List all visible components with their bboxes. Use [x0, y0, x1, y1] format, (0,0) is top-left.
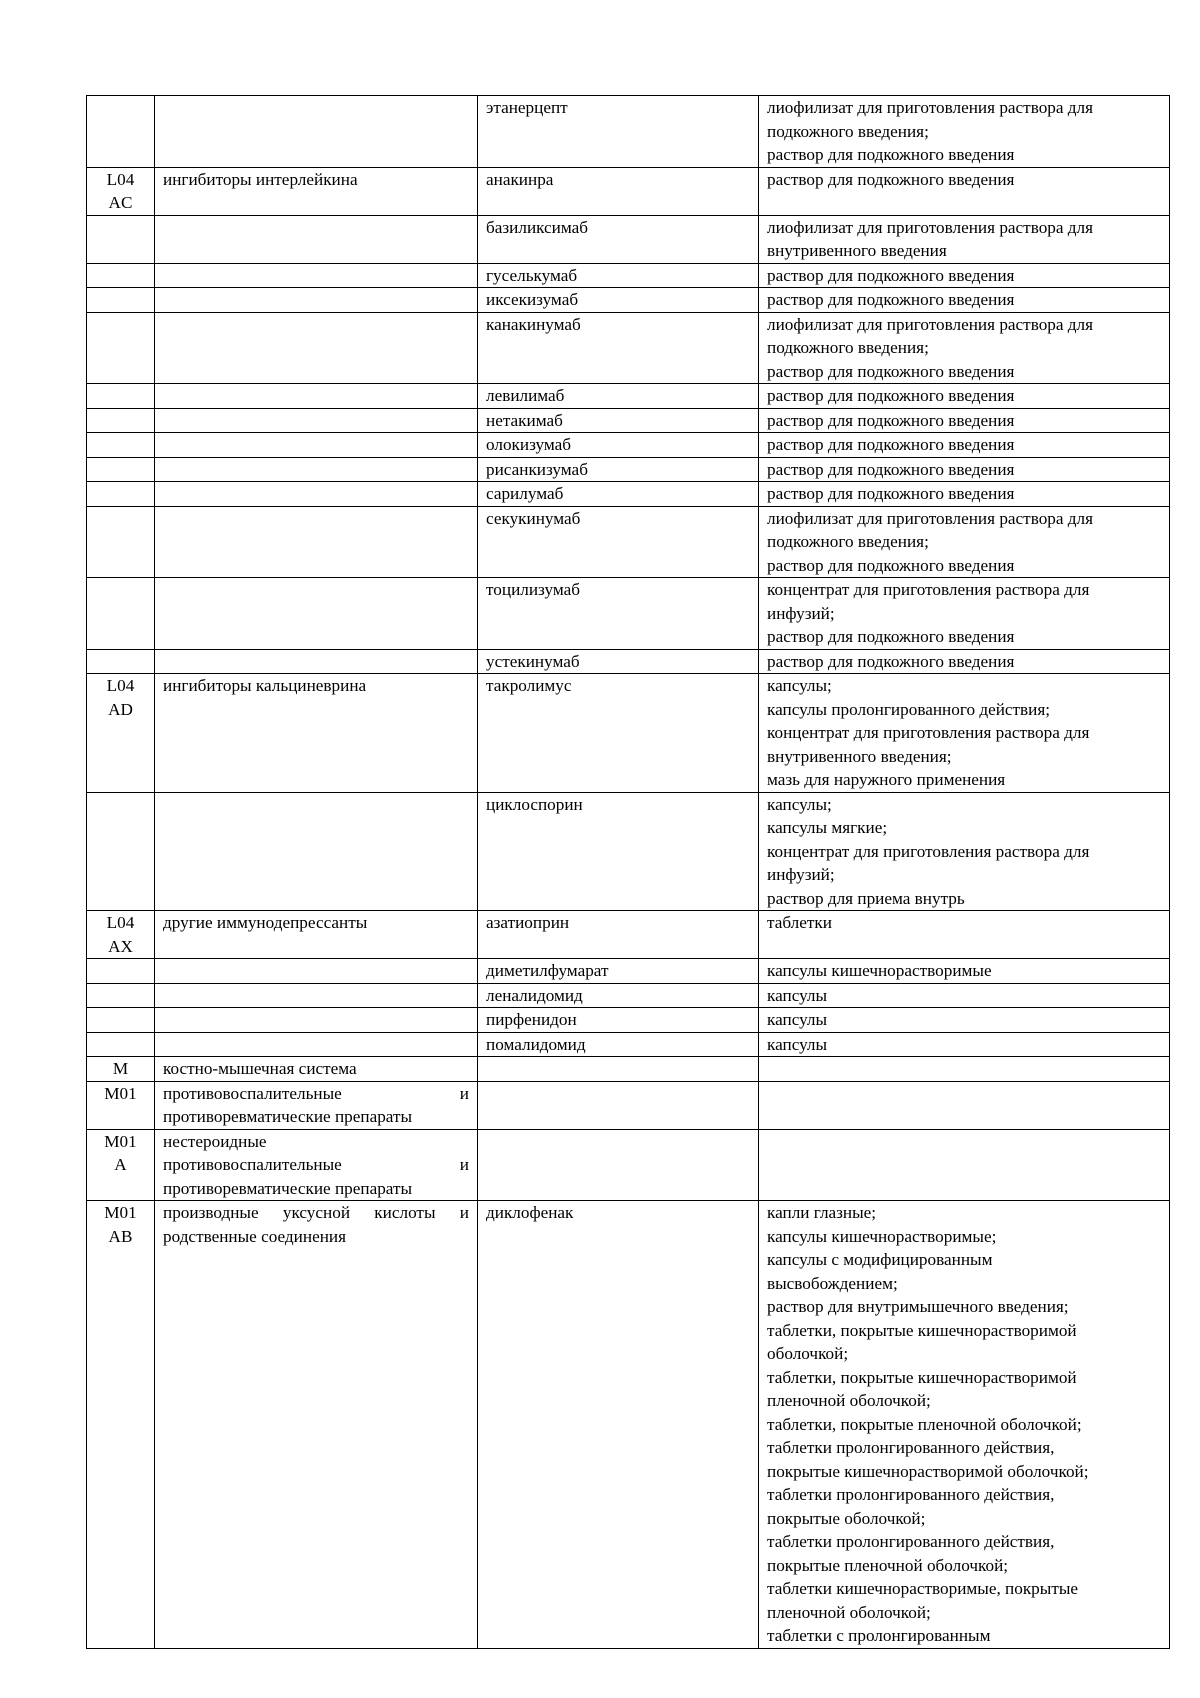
atc-code-cell — [87, 649, 155, 674]
drug-name-cell — [478, 457, 759, 482]
atc-code-line: AB — [108, 1226, 133, 1246]
table-row — [87, 1032, 1170, 1057]
dosage-form-line: капсулы мягкие; — [767, 818, 888, 837]
dosage-form-line: таблетки, покрытые кишечнорастворимой — [767, 1367, 1077, 1387]
table-row — [87, 482, 1170, 507]
group-name-cell — [155, 482, 478, 507]
atc-code-cell — [87, 792, 155, 911]
atc-code-cell — [87, 167, 155, 215]
drug-name: секукинумаб — [486, 508, 581, 528]
dosage-forms-cell — [759, 674, 1170, 793]
group-name-cell — [155, 578, 478, 650]
atc-code-cell — [87, 1057, 155, 1082]
dosage-form-line: таблетки — [767, 913, 832, 932]
drug-name: нетакимаб — [486, 410, 563, 430]
dosage-forms-cell — [759, 384, 1170, 409]
table-row — [87, 959, 1170, 984]
dosage-form-line: капсулы пролонгированного действия; — [767, 699, 1051, 719]
dosage-form-line: капсулы — [767, 1034, 828, 1054]
dosage-form-line: раствор для подкожного введения — [767, 627, 1015, 646]
dosage-forms-cell — [759, 215, 1170, 263]
atc-code-cell — [87, 263, 155, 288]
dosage-form-line: капсулы; — [767, 794, 832, 814]
dosage-form-line: капсулы кишечнорастворимые; — [767, 1226, 997, 1246]
atc-code-line: AC — [108, 193, 133, 212]
group-name-cell — [155, 167, 478, 215]
drug-name-cell — [478, 911, 759, 959]
table-row — [87, 506, 1170, 578]
group-name-line: противоревматические препараты — [163, 1178, 413, 1198]
atc-code-cell — [87, 288, 155, 313]
atc-code-cell — [87, 674, 155, 793]
dosage-form-line: капсулы; — [767, 676, 832, 695]
dosage-form-line: подкожного введения; — [767, 121, 929, 141]
group-name-cell — [155, 674, 478, 793]
dosage-form-line: таблетки кишечнорастворимые, покрытые — [767, 1579, 1079, 1598]
group-name-cell — [155, 215, 478, 263]
dosage-form-line: покрытые пленочной оболочкой; — [767, 1555, 1009, 1575]
drug-name-cell — [478, 408, 759, 433]
table-row — [87, 1057, 1170, 1082]
atc-code-line: AD — [108, 699, 133, 719]
dosage-form-line: раствор для подкожного введения — [767, 290, 1015, 309]
group-name-cell — [155, 911, 478, 959]
atc-code-cell — [87, 408, 155, 433]
drug-name: анакинра — [486, 169, 554, 189]
dosage-forms-cell — [759, 649, 1170, 674]
dosage-form-line: инфузий; — [767, 865, 835, 884]
atc-code-cell — [87, 959, 155, 984]
dosage-form-line: раствор для подкожного введения — [767, 410, 1015, 430]
dosage-form-line: мазь для наружного применения — [767, 770, 1006, 789]
drug-name-cell — [478, 167, 759, 215]
dosage-forms-cell — [759, 959, 1170, 984]
atc-code-line: L04 — [106, 913, 135, 932]
drug-name: рисанкизумаб — [486, 459, 588, 479]
drug-name-cell — [478, 96, 759, 168]
table-body — [87, 96, 1170, 1649]
group-name-line: противовоспалительные и — [163, 1083, 469, 1103]
dosage-form-line: раствор для подкожного введения — [767, 459, 1015, 479]
group-name-line: противовоспалительные и — [163, 1155, 469, 1174]
group-name-cell — [155, 1129, 478, 1201]
dosage-form-line: подкожного введения; — [767, 532, 929, 551]
atc-code-line: AX — [108, 936, 133, 956]
atc-code-line: L04 — [106, 169, 135, 189]
atc-code-line: M01 — [104, 1131, 137, 1151]
atc-code-cell — [87, 215, 155, 263]
atc-code-cell — [87, 433, 155, 458]
dosage-forms-cell — [759, 408, 1170, 433]
dosage-form-line: таблетки, покрытые пленочной оболочкой; — [767, 1414, 1082, 1434]
drug-name-cell — [478, 959, 759, 984]
dosage-form-line: лиофилизат для приготовления раствора для — [767, 508, 1094, 528]
dosage-form-line: раствор для приема внутрь — [767, 888, 965, 908]
atc-code-line: A — [114, 1155, 127, 1174]
atc-code-cell — [87, 578, 155, 650]
drug-name-cell — [478, 1201, 759, 1649]
group-name-cell — [155, 408, 478, 433]
dosage-form-line: оболочкой; — [767, 1344, 849, 1363]
table-row — [87, 408, 1170, 433]
group-name-line: нестероидные — [163, 1131, 267, 1151]
atc-code-cell — [87, 506, 155, 578]
drug-name-cell — [478, 983, 759, 1008]
atc-code-line: M01 — [104, 1203, 137, 1222]
table-row — [87, 263, 1170, 288]
table-row — [87, 215, 1170, 263]
group-name-cell — [155, 288, 478, 313]
group-name-cell — [155, 384, 478, 409]
dosage-form-line: капсулы — [767, 1010, 828, 1029]
drug-name: тоцилизумаб — [486, 580, 580, 599]
table-row — [87, 167, 1170, 215]
table-row — [87, 1081, 1170, 1129]
dosage-form-line: капсулы с модифицированным — [767, 1250, 993, 1269]
table-row — [87, 649, 1170, 674]
dosage-forms-cell — [759, 578, 1170, 650]
drug-name: этанерцепт — [486, 98, 568, 117]
dosage-form-line: пленочной оболочкой; — [767, 1391, 931, 1410]
dosage-form-line: концентрат для приготовления раствора для — [767, 841, 1090, 861]
dosage-form-line: капли глазные; — [767, 1203, 877, 1222]
dosage-forms-cell — [759, 482, 1170, 507]
dosage-form-line: раствор для внутримышечного введения; — [767, 1297, 1069, 1316]
table-row — [87, 433, 1170, 458]
dosage-forms-cell — [759, 1129, 1170, 1201]
group-name-cell — [155, 983, 478, 1008]
group-name-cell — [155, 263, 478, 288]
group-name-line: родственные соединения — [163, 1226, 346, 1246]
group-name-cell — [155, 959, 478, 984]
drug-name: помалидомид — [486, 1034, 586, 1054]
dosage-form-line: высвобождением; — [767, 1273, 898, 1293]
dosage-forms-cell — [759, 506, 1170, 578]
dosage-forms-cell — [759, 1201, 1170, 1649]
atc-code-cell — [87, 911, 155, 959]
drug-name: канакинумаб — [486, 314, 581, 334]
dosage-form-line: раствор для подкожного введения — [767, 361, 1015, 381]
dosage-forms-cell — [759, 312, 1170, 384]
drug-name-cell — [478, 384, 759, 409]
dosage-form-line: покрытые оболочкой; — [767, 1508, 926, 1528]
group-name-cell — [155, 506, 478, 578]
atc-code-cell — [87, 96, 155, 168]
atc-code-cell — [87, 482, 155, 507]
drug-name: пирфенидон — [486, 1010, 577, 1029]
dosage-form-line: концентрат для приготовления раствора для — [767, 723, 1090, 742]
group-name-cell — [155, 792, 478, 911]
drug-name-cell — [478, 1129, 759, 1201]
dosage-form-line: раствор для подкожного введения — [767, 169, 1015, 189]
dosage-forms-cell — [759, 1032, 1170, 1057]
table-row — [87, 457, 1170, 482]
dosage-form-line: таблетки пролонгированного действия, — [767, 1532, 1055, 1551]
dosage-form-line: раствор для подкожного введения — [767, 145, 1015, 164]
dosage-forms-cell — [759, 792, 1170, 911]
dosage-form-line: раствор для подкожного введения — [767, 265, 1015, 285]
drug-name-cell — [478, 215, 759, 263]
atc-code-cell — [87, 384, 155, 409]
drug-name: циклоспорин — [486, 794, 583, 814]
group-name-line: противоревматические препараты — [163, 1107, 413, 1126]
dosage-form-line: лиофилизат для приготовления раствора для — [767, 217, 1094, 237]
table-row — [87, 312, 1170, 384]
drug-name: олокизумаб — [486, 435, 572, 454]
table-row — [87, 96, 1170, 168]
drug-name-cell — [478, 312, 759, 384]
atc-code-cell — [87, 1129, 155, 1201]
atc-code-cell — [87, 1201, 155, 1649]
drug-name: леналидомид — [486, 985, 583, 1005]
drug-name-cell — [478, 506, 759, 578]
table-row — [87, 578, 1170, 650]
dosage-form-line: таблетки с пролонгированным — [767, 1626, 991, 1645]
group-name-cell — [155, 649, 478, 674]
dosage-form-line: инфузий; — [767, 603, 835, 623]
atc-code-cell — [87, 312, 155, 384]
drug-name-cell — [478, 433, 759, 458]
dosage-forms-cell — [759, 433, 1170, 458]
drug-name: устекинумаб — [486, 651, 580, 671]
dosage-form-line: раствор для подкожного введения — [767, 555, 1015, 575]
atc-code-line: M — [112, 1059, 129, 1078]
group-name-cell — [155, 457, 478, 482]
dosage-form-line: покрытые кишечнорастворимой оболочкой; — [767, 1461, 1089, 1481]
group-name-line: другие иммунодепрессанты — [163, 913, 368, 932]
dosage-form-line: подкожного введения; — [767, 338, 929, 357]
atc-code-cell — [87, 1081, 155, 1129]
dosage-form-line: концентрат для приготовления раствора для — [767, 580, 1090, 599]
drug-classification-table — [86, 95, 1170, 1649]
drug-name: гуселькумаб — [486, 265, 578, 285]
dosage-forms-cell — [759, 1008, 1170, 1033]
dosage-form-line: лиофилизат для приготовления раствора для — [767, 98, 1094, 117]
group-name-cell — [155, 1032, 478, 1057]
drug-name-cell — [478, 649, 759, 674]
dosage-forms-cell — [759, 288, 1170, 313]
drug-name-cell — [478, 1008, 759, 1033]
dosage-form-line: таблетки пролонгированного действия, — [767, 1485, 1055, 1504]
dosage-forms-cell — [759, 983, 1170, 1008]
drug-name-cell — [478, 288, 759, 313]
table-row — [87, 288, 1170, 313]
table-row — [87, 674, 1170, 793]
dosage-form-line: раствор для подкожного введения — [767, 651, 1015, 671]
dosage-forms-cell — [759, 911, 1170, 959]
dosage-forms-cell — [759, 457, 1170, 482]
group-name-line: костно-мышечная система — [163, 1059, 357, 1078]
drug-name-cell — [478, 1057, 759, 1082]
drug-name: диметилфумарат — [486, 961, 609, 980]
drug-name: такролимус — [486, 676, 572, 695]
dosage-forms-cell — [759, 1057, 1170, 1082]
drug-name-cell — [478, 263, 759, 288]
dosage-forms-cell — [759, 263, 1170, 288]
group-name-cell — [155, 1081, 478, 1129]
group-name-cell — [155, 1201, 478, 1649]
group-name-cell — [155, 1008, 478, 1033]
atc-code-cell — [87, 1008, 155, 1033]
table-row — [87, 911, 1170, 959]
drug-name: сарилумаб — [486, 484, 564, 503]
atc-code-cell — [87, 457, 155, 482]
table-row — [87, 1201, 1170, 1649]
drug-name: иксекизумаб — [486, 290, 579, 309]
dosage-form-line: раствор для подкожного введения — [767, 386, 1015, 405]
group-name-cell — [155, 1057, 478, 1082]
group-name-cell — [155, 433, 478, 458]
drug-name: левилимаб — [486, 386, 565, 405]
atc-code-cell — [87, 983, 155, 1008]
drug-name-cell — [478, 578, 759, 650]
dosage-form-line: лиофилизат для приготовления раствора для — [767, 314, 1094, 334]
dosage-form-line: внутривенного введения — [767, 241, 947, 260]
drug-name-cell — [478, 482, 759, 507]
drug-name: базиликсимаб — [486, 217, 589, 237]
drug-name: диклофенак — [486, 1203, 574, 1222]
drug-name-cell — [478, 792, 759, 911]
table-row — [87, 792, 1170, 911]
table-row — [87, 384, 1170, 409]
dosage-form-line: раствор для подкожного введения — [767, 435, 1015, 454]
atc-code-cell — [87, 1032, 155, 1057]
drug-name-cell — [478, 1081, 759, 1129]
dosage-form-line: таблетки, покрытые кишечнорастворимой — [767, 1320, 1077, 1340]
dosage-forms-cell — [759, 1081, 1170, 1129]
table-row — [87, 983, 1170, 1008]
atc-code-line: M01 — [104, 1083, 137, 1103]
dosage-form-line: внутривенного введения; — [767, 746, 952, 766]
group-name-line: ингибиторы кальциневрина — [163, 676, 367, 695]
dosage-forms-cell — [759, 167, 1170, 215]
drug-name: азатиоприн — [486, 913, 570, 932]
group-name-cell — [155, 312, 478, 384]
drug-name-cell — [478, 1032, 759, 1057]
dosage-forms-cell — [759, 96, 1170, 168]
group-name-line: производные уксусной кислоты и — [163, 1203, 469, 1222]
table-row — [87, 1008, 1170, 1033]
dosage-form-line: пленочной оболочкой; — [767, 1602, 931, 1622]
group-name-cell — [155, 96, 478, 168]
atc-code-line: L04 — [106, 676, 135, 695]
drug-name-cell — [478, 674, 759, 793]
group-name-line: ингибиторы интерлейкина — [163, 169, 358, 189]
dosage-form-line: раствор для подкожного введения — [767, 484, 1015, 503]
dosage-form-line: капсулы кишечнорастворимые — [767, 961, 992, 980]
table-row — [87, 1129, 1170, 1201]
dosage-form-line: капсулы — [767, 985, 828, 1005]
dosage-form-line: таблетки пролонгированного действия, — [767, 1438, 1055, 1457]
